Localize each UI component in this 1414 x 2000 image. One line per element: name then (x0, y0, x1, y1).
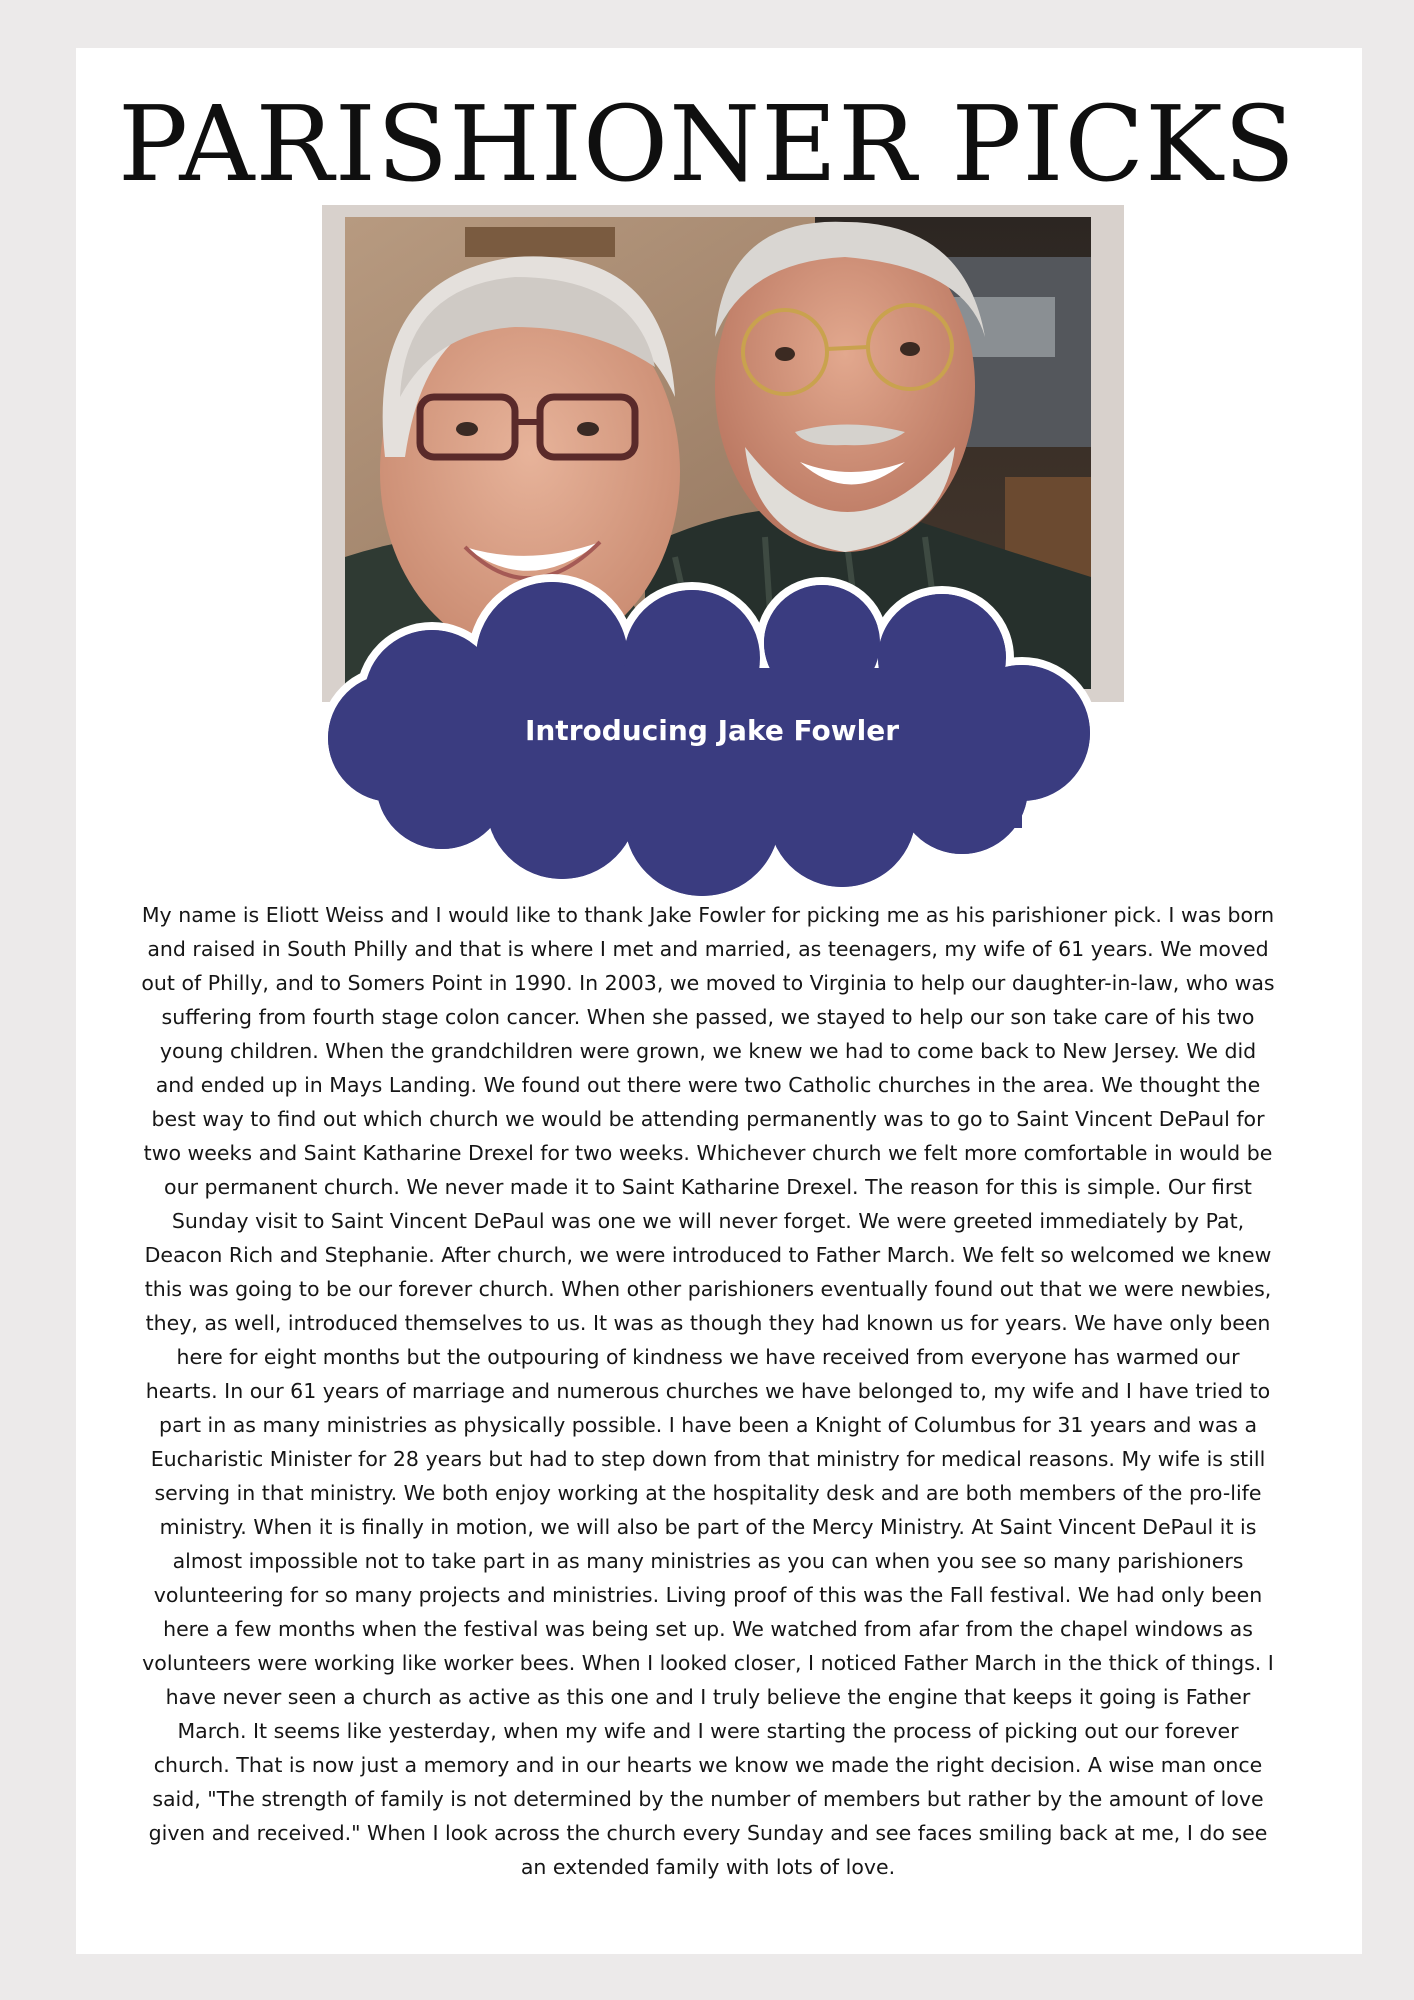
banner-title: Introducing Jake Fowler (524, 714, 900, 747)
article-body: My name is Eliott Weiss and I would like to thank Jake Fowler for picking me as his parishioner pick. I was born and raised in South Philly and that is where I met and married, as teenagers, my wife of 61 years. We moved out of Philly, and to Somers Point in 1990. In 2003, we moved to Virginia to help our daughter-in-law, who was suffering from fourth stage colon cancer. When she passed, we stayed to help our son take care of his two young children. When the grandchildren were grown, we knew we had to come back to New Jersey. We did and ended up in Mays Landing. We found out there were two Catholic churches in the area. We thought the best way to find out which church we would be attending permanently was to go to Saint Vincent DePaul for two weeks and Saint Katharine Drexel for two weeks. Whichever church we felt more comfortable in would be our permanent church. We never made it to Saint Katharine Drexel. The reason for this is simple. Our first Sunday visit to Saint Vincent DePaul was one we will never forget. We were greeted immediately by Pat, Deacon Rich and Stephanie. After church, we were introduced to Father March. We felt so welcomed we knew this was going to be our forever church. When other parishioners eventually found out that we were newbies, they, as well, introduced themselves to us. It was as though they had known us for years. We have only been here for eight months but the outpouring of kindness we have received from everyone has warmed our hearts. In our 61 years of marriage and numerous churches we have belonged to, my wife and I have tried to part in as many ministries as physically possible. I have been a Knight of Columbus for 31 years and was a Eucharistic Minister for 28 years but had to step down from that ministry for medical reasons. My wife is still serving in that ministry. We both enjoy working at the hospitality desk and are both members of the pro-life ministry. When it is finally in motion, we will also be part of the Mercy Ministry. At Saint Vincent DePaul it is almost impossible not to take part in as many ministries as you can when you see so many parishioners volunteering for so many projects and ministries. Living proof of this was the Fall festival. We had only been here a few months when the festival was being set up. We watched from afar from the chapel windows as volunteers were working like worker bees. When I looked closer, I noticed Father March in the thick of things. I have never seen a church as active as this one and I truly believe the engine that keeps it going is Father March. It seems like yesterday, when my wife and I were starting the process of picking out our forever church. That is now just a memory and in our hearts we know we made the right decision. A wise man once said, "The strength of family is not determined by the number of members but rather by the amount of love given and received." When I look across the church every Sunday and see faces smiling back at me, I do see an extended family with lots of love. (141, 903, 1275, 1879)
page-title: PARISHIONER PICKS (117, 83, 1297, 205)
